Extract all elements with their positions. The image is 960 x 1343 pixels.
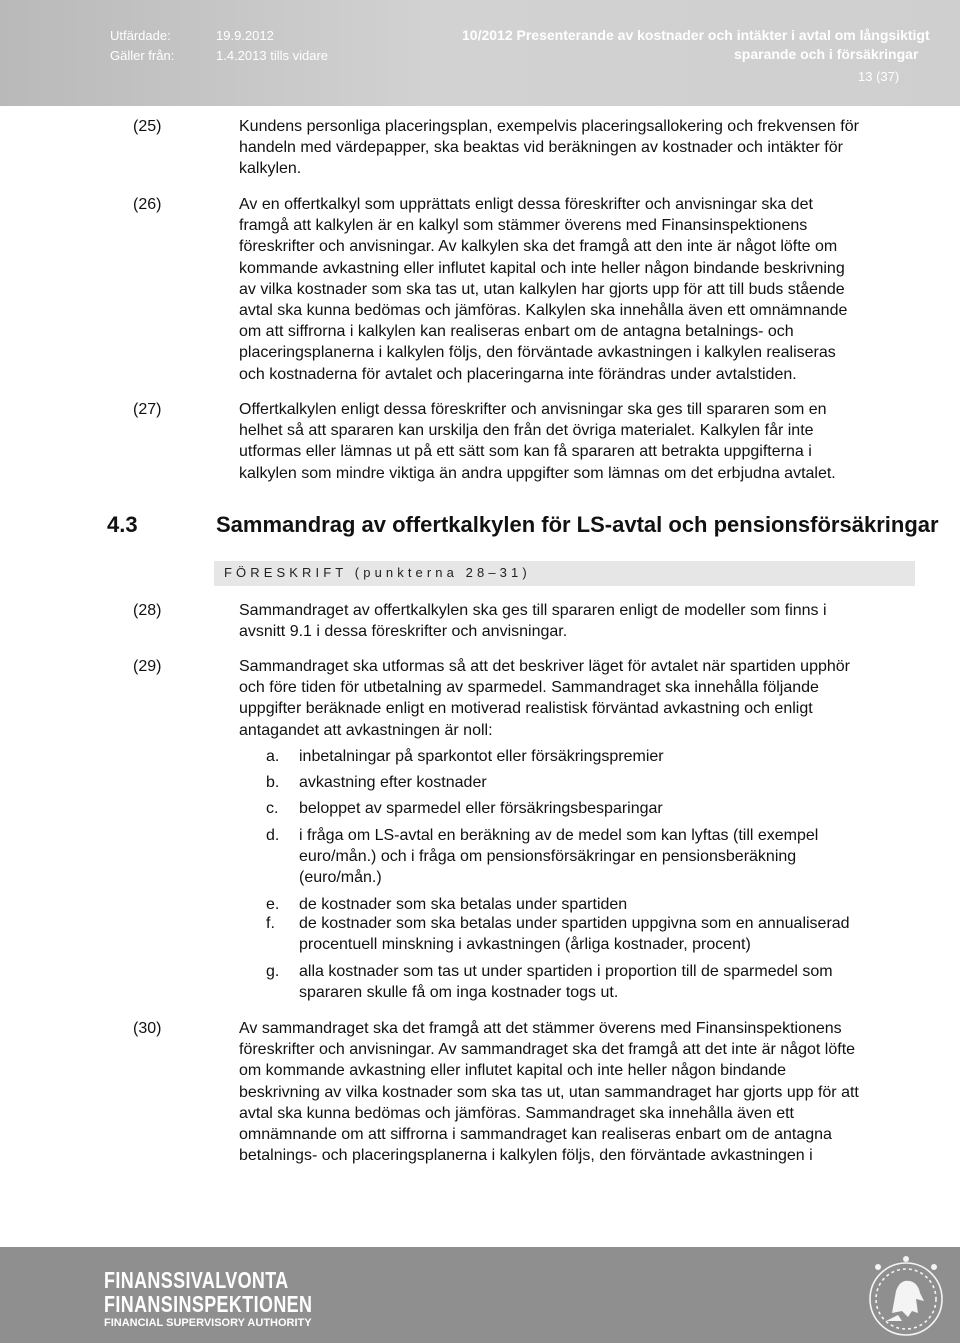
text-line: och före tiden för utbetalning av sparmedel. Sammandraget ska innehålla följande bbox=[239, 679, 819, 697]
paragraph-number: (27) bbox=[133, 401, 162, 418]
text-line: de kostnader som ska betalas under spartiden uppgivna som en annualiserad bbox=[299, 915, 850, 932]
footer-name-en: FINANCIAL SUPERVISORY AUTHORITY bbox=[104, 1317, 312, 1329]
header-title-line2: sparande och i försäkringar bbox=[734, 46, 919, 62]
paragraph-number: (29) bbox=[133, 658, 162, 675]
text-line: om kommande avkastning eller influtet kapital och inte heller någon bindande bbox=[239, 1062, 787, 1080]
paragraph-text bbox=[239, 1018, 919, 1166]
list-text bbox=[299, 913, 919, 955]
valid-value: 1.4.2013 tills vidare bbox=[216, 48, 329, 63]
text-line: kommande avkastning eller influtet kapital och inte heller någon bindande beskrivning bbox=[239, 259, 845, 277]
regulation-label-bar bbox=[214, 561, 915, 586]
text-line: beloppet av sparmedel eller försäkringsbesparingar bbox=[299, 800, 663, 817]
text-line: helhet så att spararen kan urskilja den från det övriga materialet. Kalkylen får inte bbox=[239, 422, 814, 440]
text-line: Av sammandraget ska det framgå att det stämmer överens med Finansinspektionens bbox=[239, 1020, 842, 1037]
page-footer bbox=[0, 1247, 960, 1343]
text-line: föreskrifter och anvisningar. Av kalkylen ska det framgå att den inte är något löfte om bbox=[239, 238, 838, 256]
paragraph-text bbox=[239, 399, 919, 484]
paragraph-number: (28) bbox=[133, 602, 162, 619]
list-letter: c. bbox=[266, 800, 279, 817]
text-line: Sammandraget av offertkalkylen ska ges till spararen enligt de modeller som finns i bbox=[239, 602, 827, 619]
text-line: beskrivning av vilka kostnader som ska tas ut, utan sammandraget har gjorts upp för att bbox=[239, 1083, 859, 1101]
text-line: avtal ska kunna bedömas och jämföras. Sammandraget ska innehålla även ett bbox=[239, 1104, 794, 1122]
paragraph-text bbox=[239, 600, 919, 642]
text-line: om att siffrorna i kalkylen kan realiseras enbart om de antagna betalnings- och bbox=[239, 323, 794, 341]
text-line: avkastning efter kostnader bbox=[299, 774, 487, 791]
text-line: placeringsplanerna i kalkylen följs, den förväntade avkastningen i kalkylen realiseras bbox=[239, 344, 836, 362]
text-line: omnämnande om att siffrorna i sammandraget kan realiseras enbart om de antagna bbox=[239, 1126, 832, 1144]
paragraph-text bbox=[239, 194, 919, 385]
list-text bbox=[299, 825, 919, 889]
page-header bbox=[0, 0, 960, 106]
text-line: föreskrifter och anvisningar. Av sammandraget ska det framgå att det inte är något löfte bbox=[239, 1041, 856, 1059]
text-line: handeln med värdepapper, ska beaktas vid beräkningen av kostnader och intäkter för bbox=[239, 139, 843, 157]
text-line: kalkylen. bbox=[239, 160, 302, 178]
text-line: kalkylen som mindre viktiga än andra uppgifter som lämnas om det erbjudna avtalet. bbox=[239, 464, 836, 482]
list-letter: a. bbox=[266, 748, 280, 765]
text-line: spararen skulle få om inga kostnader togs ut. bbox=[299, 984, 619, 1002]
section-number: 4.3 bbox=[107, 512, 138, 537]
text-line: uppgifter beräknade enligt en motiverad realistisk förväntad avkastning och enligt bbox=[239, 700, 813, 718]
lion-coat-of-arms-icon bbox=[858, 1251, 954, 1341]
text-line: antagandet att avkastningen är noll: bbox=[239, 721, 493, 739]
text-line: Kundens personliga placeringsplan, exempelvis placeringsallokering och frekvensen för bbox=[239, 118, 859, 135]
text-line: Sammandraget ska utformas så att det beskriver läget för avtalet när spartiden upphör bbox=[239, 658, 850, 675]
list-letter: d. bbox=[266, 827, 280, 844]
header-title-line1: 10/2012 Presenterande av kostnader och intäkter i avtal om långsiktigt bbox=[462, 27, 930, 43]
text-line: alla kostnader som tas ut under spartiden i proportion till de sparmedel som bbox=[299, 963, 833, 980]
list-letter: f. bbox=[266, 915, 275, 932]
paragraph-number: (25) bbox=[133, 118, 162, 135]
text-line: Av en offertkalkyl som upprättats enligt dessa föreskrifter och anvisningar ska det bbox=[239, 196, 813, 213]
text-line: (euro/mån.) bbox=[299, 869, 382, 887]
text-line: i fråga om LS-avtal en beräkning av de medel som kan lyftas (till exempel bbox=[299, 827, 819, 844]
paragraph-number: (30) bbox=[133, 1020, 162, 1037]
text-line: och kostnaderna för avtalet och placeringarna inte förändras under avtalstiden. bbox=[239, 365, 797, 383]
text-line: de kostnader som ska betalas under spartiden bbox=[299, 896, 628, 913]
text-line: procentuell minskning i avkastningen (årliga kostnader, procent) bbox=[299, 936, 751, 954]
footer-name-fi: FINANSSIVALVONTA bbox=[104, 1267, 289, 1293]
page-number: 13 (37) bbox=[858, 69, 900, 84]
regulation-label: FÖRESKRIFT (punkterna 28–31) bbox=[224, 565, 531, 580]
list-text bbox=[299, 798, 919, 819]
text-line: avsnitt 9.1 i dessa föreskrifter och anvisningar. bbox=[239, 623, 568, 641]
list-letter: e. bbox=[266, 896, 280, 913]
paragraph-number: (26) bbox=[133, 196, 162, 213]
text-line: framgå att kalkylen är en kalkyl som stämmer överens med Finansinspektionens bbox=[239, 217, 808, 235]
text-line: Offertkalkylen enligt dessa föreskrifter och anvisningar ska ges till spararen som en bbox=[239, 401, 827, 418]
issued-label: Utfärdade: bbox=[110, 28, 171, 43]
text-line: avtal ska kunna bedömas och jämföras. Kalkylen ska innehålla även ett omnämnande bbox=[239, 302, 848, 320]
issued-value: 19.9.2012 bbox=[216, 28, 274, 43]
section-title: Sammandrag av offertkalkylen för LS-avtal och pensionsförsäkringar bbox=[216, 512, 939, 537]
list-text bbox=[299, 961, 919, 1003]
text-line: utformas eller lämnas ut på ett sätt som kan få spararen att betrakta uppgifterna i bbox=[239, 443, 812, 461]
text-line: inbetalningar på sparkontot eller försäkringspremier bbox=[299, 748, 664, 765]
text-line: betalnings- och placeringsplanerna i kalkylen följs, den förväntade avkastningen i bbox=[239, 1147, 813, 1165]
footer-name-sv: FINANSINSPEKTIONEN bbox=[104, 1291, 313, 1317]
list-text bbox=[299, 772, 919, 793]
valid-label: Gäller från: bbox=[110, 48, 175, 63]
text-line: euro/mån.) och i fråga om pensionsförsäkringar en pensionsberäkning bbox=[299, 848, 797, 866]
paragraph-text bbox=[239, 656, 919, 741]
list-letter: b. bbox=[266, 774, 280, 791]
list-text bbox=[299, 746, 919, 767]
text-line: av vilka kostnader som ska tas ut, utan kalkylen har gjorts upp för att till buds stående bbox=[239, 280, 845, 298]
list-letter: g. bbox=[266, 963, 280, 980]
paragraph-text bbox=[239, 116, 919, 180]
